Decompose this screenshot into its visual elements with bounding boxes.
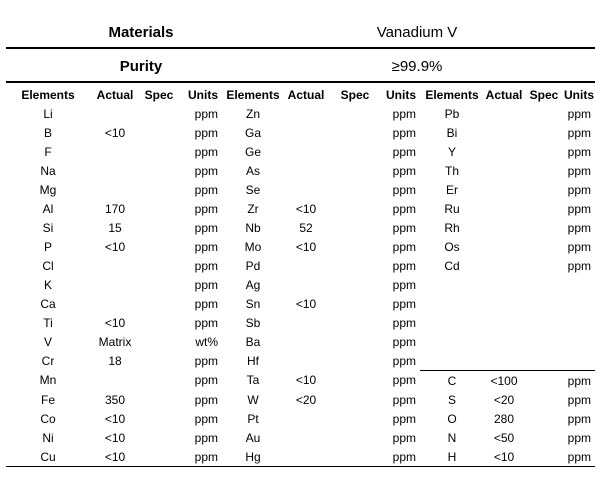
actual-cell <box>90 256 140 275</box>
element-cell: Fe <box>40 392 55 407</box>
table-row <box>6 104 595 123</box>
units-cell: ppm <box>392 258 416 273</box>
spec-cell <box>140 371 178 391</box>
table-row <box>6 199 595 218</box>
element-cell: Li <box>43 106 53 121</box>
units-cell: ppm <box>392 106 416 121</box>
units-cell: ppm <box>567 239 591 254</box>
actual-cell <box>90 275 140 294</box>
spec-cell <box>328 390 382 409</box>
spec-cell <box>140 218 178 237</box>
units-cell <box>564 275 595 294</box>
units-cell <box>564 313 595 332</box>
actual-cell <box>284 275 328 294</box>
header-divider-top <box>6 47 595 49</box>
actual-cell: <10 <box>104 239 126 254</box>
element-cell: Rh <box>444 220 460 235</box>
spec-cell <box>524 142 564 161</box>
actual-cell <box>484 142 524 161</box>
spec-cell <box>524 332 564 351</box>
units-cell <box>564 332 595 351</box>
spec-cell <box>524 199 564 218</box>
spec-cell <box>524 180 564 199</box>
spec-cell <box>524 409 564 428</box>
actual-cell <box>284 409 328 428</box>
element-cell: Ag <box>245 277 261 292</box>
units-cell: ppm <box>567 144 591 159</box>
actual-cell <box>484 180 524 199</box>
units-cell: ppm <box>194 430 218 445</box>
actual-cell: <10 <box>104 430 126 445</box>
spec-cell <box>328 218 382 237</box>
actual-cell <box>284 428 328 447</box>
element-cell: Th <box>444 163 459 178</box>
element-cell: H <box>420 447 484 467</box>
units-cell: ppm <box>392 277 416 292</box>
element-cell: Pd <box>245 258 261 273</box>
element-cell: Sn <box>245 296 261 311</box>
actual-cell: 280 <box>493 411 515 426</box>
units-cell <box>564 351 595 371</box>
spec-cell <box>524 256 564 275</box>
units-cell: ppm <box>392 353 416 368</box>
element-cell: Cr <box>41 353 55 368</box>
column-header-elements: Elements <box>226 87 280 102</box>
actual-cell: <50 <box>493 430 515 445</box>
spec-cell <box>140 237 178 256</box>
spec-cell <box>140 123 178 142</box>
units-cell: ppm <box>194 239 218 254</box>
units-cell: ppm <box>392 392 416 407</box>
purity-label: Purity <box>119 58 163 75</box>
spec-cell <box>524 313 564 332</box>
spec-cell <box>328 237 382 256</box>
units-cell: ppm <box>194 277 218 292</box>
spec-cell <box>328 351 382 371</box>
actual-cell: <10 <box>484 447 524 467</box>
table-row <box>6 371 595 391</box>
actual-cell <box>90 180 140 199</box>
element-cell: Cl <box>42 258 54 273</box>
element-cell: Ru <box>444 201 460 216</box>
actual-cell: 350 <box>104 392 126 407</box>
actual-cell: 15 <box>108 220 122 235</box>
actual-cell <box>284 161 328 180</box>
table-row <box>6 313 595 332</box>
table-row <box>6 390 595 409</box>
table-row <box>6 142 595 161</box>
spec-cell <box>140 332 178 351</box>
element-cell: N <box>447 430 457 445</box>
actual-cell <box>484 275 524 294</box>
units-cell: ppm <box>567 201 591 216</box>
column-header-actual: Actual <box>485 87 523 102</box>
element-cell: K <box>43 277 52 292</box>
column-header-units: Units <box>564 87 594 102</box>
spec-cell <box>140 428 178 447</box>
units-cell: ppm <box>194 373 218 388</box>
element-cell <box>420 275 484 294</box>
element-cell: W <box>247 392 259 407</box>
units-cell: ppm <box>392 201 416 216</box>
units-cell: ppm <box>564 371 595 391</box>
units-cell: ppm <box>567 220 591 235</box>
element-cell: Ta <box>246 373 260 388</box>
actual-cell <box>90 371 140 391</box>
header-divider-bottom <box>6 81 595 83</box>
element-cell: Zr <box>247 201 259 216</box>
column-header-spec: Spec <box>340 87 370 102</box>
actual-cell <box>484 332 524 351</box>
actual-cell <box>90 142 140 161</box>
actual-cell <box>484 351 524 371</box>
column-header-elements: Elements <box>425 87 479 102</box>
element-cell: Al <box>42 201 54 216</box>
actual-cell: <10 <box>295 296 317 311</box>
units-cell: ppm <box>392 430 416 445</box>
spec-cell <box>140 161 178 180</box>
units-cell: ppm <box>194 144 218 159</box>
spec-cell <box>140 275 178 294</box>
actual-cell: <10 <box>295 201 317 216</box>
units-cell: ppm <box>194 296 218 311</box>
actual-cell <box>484 218 524 237</box>
spec-cell <box>328 371 382 391</box>
actual-cell <box>484 237 524 256</box>
spec-cell <box>140 409 178 428</box>
element-cell: Y <box>447 144 456 159</box>
element-cell: C <box>420 371 484 391</box>
spec-cell <box>140 256 178 275</box>
spec-cell <box>328 123 382 142</box>
spec-cell <box>524 390 564 409</box>
spec-cell <box>524 428 564 447</box>
units-cell: ppm <box>194 353 218 368</box>
element-cell: P <box>43 239 52 254</box>
actual-cell: 170 <box>104 201 126 216</box>
spec-cell <box>524 351 564 371</box>
materials-label: Materials <box>108 24 174 41</box>
actual-cell: Matrix <box>98 334 132 349</box>
element-cell: S <box>447 392 456 407</box>
element-cell: As <box>245 163 260 178</box>
actual-cell <box>484 199 524 218</box>
element-cell: Pt <box>247 411 259 426</box>
column-header-units: Units <box>386 87 416 102</box>
element-cell: Cd <box>444 258 460 273</box>
element-cell: V <box>43 334 52 349</box>
column-header-elements: Elements <box>21 87 75 102</box>
units-cell: wt% <box>195 334 218 349</box>
actual-cell <box>284 123 328 142</box>
purity-value: ≥99.9% <box>391 58 443 75</box>
units-cell: ppm <box>178 447 222 467</box>
element-cell: Bi <box>446 125 458 140</box>
spec-cell <box>524 161 564 180</box>
units-cell: ppm <box>392 182 416 197</box>
table-row <box>6 447 595 467</box>
spec-cell <box>328 409 382 428</box>
actual-cell: <20 <box>493 392 515 407</box>
spec-cell <box>140 447 178 467</box>
spec-cell <box>524 371 564 391</box>
spec-cell <box>524 123 564 142</box>
table-row <box>6 161 595 180</box>
element-cell: Mg <box>39 182 57 197</box>
actual-cell: <20 <box>295 392 317 407</box>
spec-cell <box>524 294 564 313</box>
spec-cell <box>328 104 382 123</box>
element-cell: Mn <box>39 373 57 388</box>
units-cell: ppm <box>567 182 591 197</box>
table-row <box>6 256 595 275</box>
units-cell: ppm <box>392 239 416 254</box>
element-cell: Pb <box>444 106 460 121</box>
column-header-row <box>6 85 595 104</box>
element-cell: Os <box>444 239 460 254</box>
units-cell: ppm <box>567 430 591 445</box>
spec-cell <box>140 142 178 161</box>
actual-cell <box>484 294 524 313</box>
table-row <box>6 218 595 237</box>
units-cell: ppm <box>194 163 218 178</box>
spec-cell <box>524 104 564 123</box>
column-header-spec: Spec <box>529 87 559 102</box>
units-cell: ppm <box>194 411 218 426</box>
element-cell: Cu <box>6 447 90 467</box>
actual-cell <box>484 123 524 142</box>
spec-cell <box>140 351 178 371</box>
spec-cell <box>328 313 382 332</box>
spec-cell <box>328 142 382 161</box>
element-cell: Co <box>40 411 56 426</box>
element-cell: Ge <box>244 144 261 159</box>
units-cell: ppm <box>194 182 218 197</box>
actual-cell <box>90 161 140 180</box>
actual-cell <box>284 104 328 123</box>
element-cell: O <box>447 411 457 426</box>
spec-cell <box>328 161 382 180</box>
element-cell <box>420 332 484 351</box>
column-header-spec: Spec <box>144 87 174 102</box>
units-cell: ppm <box>567 125 591 140</box>
units-cell: ppm <box>392 334 416 349</box>
actual-cell <box>284 256 328 275</box>
units-cell: ppm <box>392 373 416 388</box>
spec-cell <box>524 275 564 294</box>
units-cell: ppm <box>194 201 218 216</box>
spec-cell <box>328 180 382 199</box>
units-cell: ppm <box>392 315 416 330</box>
actual-cell <box>484 161 524 180</box>
spec-cell <box>524 218 564 237</box>
actual-cell <box>484 313 524 332</box>
actual-cell: <100 <box>484 371 524 391</box>
element-cell <box>420 294 484 313</box>
spec-cell <box>140 294 178 313</box>
actual-cell <box>484 104 524 123</box>
table-row <box>6 409 595 428</box>
actual-cell: <10 <box>104 125 126 140</box>
element-cell: Sb <box>245 315 261 330</box>
table-row <box>6 237 595 256</box>
units-cell: ppm <box>392 296 416 311</box>
element-cell: Ga <box>244 125 261 140</box>
spec-cell <box>328 256 382 275</box>
units-cell: ppm <box>392 125 416 140</box>
actual-cell: <10 <box>104 315 126 330</box>
table-row <box>6 294 595 313</box>
element-cell: Nb <box>245 220 261 235</box>
actual-cell <box>284 351 328 371</box>
element-cell: Ca <box>40 296 56 311</box>
table-row <box>6 123 595 142</box>
units-cell: ppm <box>194 106 218 121</box>
element-cell: Er <box>446 182 458 197</box>
units-cell: ppm <box>382 447 420 467</box>
materials-value: Vanadium V <box>376 24 458 41</box>
actual-cell: <10 <box>295 373 317 388</box>
units-cell <box>564 294 595 313</box>
spec-cell <box>140 104 178 123</box>
units-cell: ppm <box>194 258 218 273</box>
units-cell: ppm <box>392 220 416 235</box>
element-cell: Na <box>40 163 56 178</box>
units-cell: ppm <box>392 144 416 159</box>
element-cell <box>420 351 484 371</box>
actual-cell <box>284 313 328 332</box>
spec-cell <box>140 313 178 332</box>
units-cell: ppm <box>567 411 591 426</box>
element-cell: Mo <box>244 239 262 254</box>
column-header-actual: Actual <box>96 87 134 102</box>
element-cell: Se <box>245 182 261 197</box>
actual-cell <box>90 294 140 313</box>
spec-cell <box>140 180 178 199</box>
actual-cell: <10 <box>90 447 140 467</box>
column-header-units: Units <box>188 87 218 102</box>
element-cell: Au <box>245 430 261 445</box>
units-cell: ppm <box>194 125 218 140</box>
table-row <box>6 275 595 294</box>
spec-cell <box>328 447 382 467</box>
units-cell: ppm <box>194 315 218 330</box>
element-cell <box>420 313 484 332</box>
element-cell: Si <box>42 220 54 235</box>
units-cell: ppm <box>567 392 591 407</box>
column-header-actual: Actual <box>287 87 325 102</box>
spec-cell <box>140 390 178 409</box>
spec-cell <box>328 294 382 313</box>
actual-cell <box>484 256 524 275</box>
element-cell: B <box>43 125 52 140</box>
element-cell: Zn <box>245 106 260 121</box>
actual-cell <box>90 104 140 123</box>
element-cell: Ti <box>43 315 53 330</box>
spec-cell <box>328 332 382 351</box>
actual-cell: 18 <box>108 353 122 368</box>
spec-cell <box>328 199 382 218</box>
spec-cell <box>328 275 382 294</box>
spec-cell <box>328 428 382 447</box>
actual-cell <box>284 180 328 199</box>
spec-cell <box>524 447 564 467</box>
actual-cell <box>284 332 328 351</box>
units-cell: ppm <box>567 163 591 178</box>
element-cell: Hf <box>247 353 259 368</box>
units-cell: ppm <box>194 392 218 407</box>
table-row <box>6 428 595 447</box>
element-cell: Ba <box>245 334 261 349</box>
actual-cell: <10 <box>104 411 126 426</box>
units-cell: ppm <box>392 163 416 178</box>
table-row <box>6 180 595 199</box>
spec-cell <box>140 199 178 218</box>
element-cell: F <box>44 144 52 159</box>
table-row <box>6 332 595 351</box>
actual-cell <box>284 447 328 467</box>
units-cell: ppm <box>564 447 595 467</box>
actual-cell: <10 <box>295 239 317 254</box>
actual-cell: 52 <box>299 220 313 235</box>
units-cell: ppm <box>194 220 218 235</box>
units-cell: ppm <box>567 106 591 121</box>
units-cell: ppm <box>392 411 416 426</box>
element-cell: Ni <box>42 430 54 445</box>
units-cell: ppm <box>567 258 591 273</box>
table-row <box>6 351 595 371</box>
element-cell: Hg <box>222 447 284 467</box>
spec-cell <box>524 237 564 256</box>
actual-cell <box>284 142 328 161</box>
analysis-table <box>6 85 595 467</box>
